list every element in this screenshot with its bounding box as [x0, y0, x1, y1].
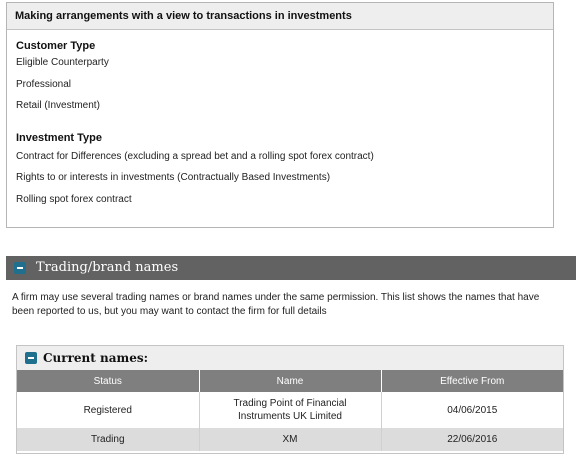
investment-type-heading: Investment Type — [16, 132, 102, 144]
collapse-icon[interactable] — [25, 352, 37, 364]
name-cell: XM — [199, 428, 381, 451]
permission-title: Making arrangements with a view to transactions in investments — [7, 3, 553, 30]
customer-type-heading: Customer Type — [16, 40, 96, 52]
effective-from-cell: 22/06/2016 — [381, 428, 563, 451]
brand-names-description: A firm may use several trading names or brand names under the same permission. This list shows the names that have been reported to us, but you may want to contact the firm for full details — [12, 292, 540, 317]
table-row — [17, 392, 563, 428]
status-cell: Trading — [17, 428, 199, 451]
table-row — [17, 428, 563, 451]
column-header-name: Name — [199, 370, 381, 392]
customer-type-item: Eligible Counterparty — [16, 57, 109, 68]
permission-panel — [6, 2, 554, 228]
collapse-icon[interactable] — [14, 262, 26, 274]
brand-names-section-header[interactable] — [6, 256, 576, 280]
customer-type-item: Professional — [16, 79, 72, 90]
status-cell: Registered — [17, 392, 199, 428]
current-names-panel — [16, 345, 564, 454]
current-names-header[interactable] — [17, 346, 563, 370]
investment-type-item: Contract for Differences (excluding a spread bet and a rolling spot forex contract) — [16, 151, 374, 162]
name-text: Trading Point of Financial Instruments UK Limited — [233, 398, 347, 422]
current-names-table — [17, 370, 563, 451]
column-header-status: Status — [17, 370, 199, 392]
column-header-effective-from: Effective From — [381, 370, 563, 392]
table-header-row — [17, 370, 563, 392]
investment-type-item: Rights to or interests in investments (Contractually Based Investments) — [16, 172, 331, 183]
effective-from-cell: 04/06/2015 — [381, 392, 563, 428]
current-names-title: Current names: — [43, 351, 149, 365]
investment-type-item: Rolling spot forex contract — [16, 194, 132, 205]
customer-type-item: Retail (Investment) — [16, 100, 100, 111]
name-cell — [199, 392, 381, 428]
brand-names-title: Trading/brand names — [36, 260, 179, 275]
